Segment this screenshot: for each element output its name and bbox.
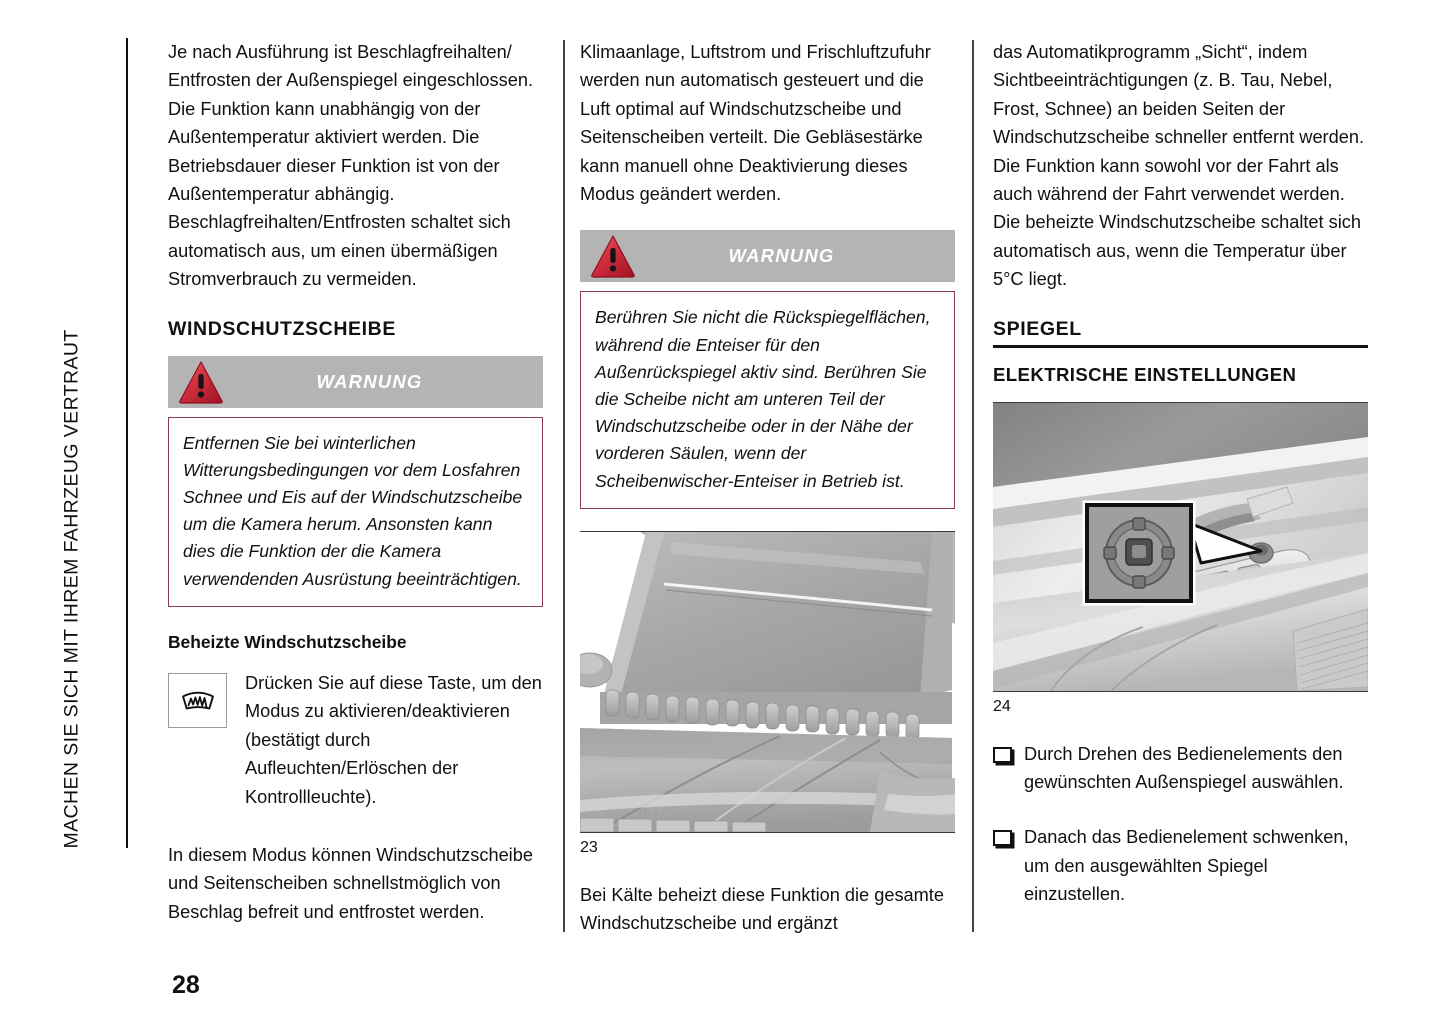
figure-24-caption: 24 xyxy=(993,697,1011,715)
warning-label: WARNUNG xyxy=(728,245,835,267)
column-divider-1 xyxy=(563,40,565,932)
figure-24 xyxy=(993,402,1368,718)
heated-windshield-button-text: Drücken Sie auf diese Taste, um den Modus zu aktivieren/deaktivieren (bestätigt durch Aufleuchten/Erlöschen der Kontrollleuchte). xyxy=(245,672,542,807)
warning-box xyxy=(580,291,955,508)
column-one xyxy=(168,38,543,926)
column-divider-2 xyxy=(972,40,974,932)
figure-24-image xyxy=(993,402,1368,692)
figure-23 xyxy=(580,531,955,859)
mirror-adjust-steps xyxy=(993,740,1368,909)
warning-triangle-icon xyxy=(590,234,636,278)
column-three xyxy=(993,38,1368,909)
warning-text: Berühren Sie nicht die Rückspiegelflächen, während die Enteiser für den Außenrückspiegel aktiv sind. Berühren Sie die Scheibe nicht am unteren Teil der Windschutzscheibe oder in der Nähe der vorderen Säulen, wenn der Scheibenwischer-Enteiser in Betrieb ist. xyxy=(595,307,931,491)
list-item-label: Durch Drehen des Bedienelements den gewünschten Außenspiegel auswählen. xyxy=(1024,743,1344,793)
warning-text: Entfernen Sie bei winterlichen Witterungsbedingungen vor dem Losfahren Schnee und Eis auf der Windschutzscheibe um die Kamera herum. Ansonsten kann dies die Funktion der die Kamera verwendenden Ausrüstung beeinträchtigen. xyxy=(183,432,523,589)
heading-spiegel: SPIEGEL xyxy=(993,316,1368,348)
heated-windshield-icon xyxy=(168,673,227,728)
warning-block-1 xyxy=(168,356,543,607)
running-head xyxy=(60,38,128,848)
col2-intro-paragraph: Klimaanlage, Luftstrom und Frischluftzufuhr werden nun automatisch gesteuert und die Luft optimal auf Windschutzscheibe und Seitenscheiben verteilt. Die Gebläsestärke kann manuell ohne Deaktivierung dieses Modus geändert werden. xyxy=(580,42,931,205)
list-item-label: Danach das Bedienelement schwenken, um den ausgewählten Spiegel einzustellen. xyxy=(1024,827,1349,905)
col1-intro-paragraph: Je nach Ausführung ist Beschlagfreihalten/ Entfrosten der Außenspiegel eingeschlossen. Die Funktion kann unabhängig von der Außentemperatur aktiviert werden. Die Betriebsdauer dieser Funktion ist von der Außentemperatur abhängig. Beschlagfreihalten/Entfrosten schaltet sich automatisch aus, um einen übermäßigen Stromverbrauch zu vermeiden. xyxy=(168,42,533,290)
warning-block-2 xyxy=(580,230,955,508)
svg-text:JEEP: JEEP xyxy=(636,806,672,819)
heading-beheizte-windschutzscheibe: Beheizte Windschutzscheibe xyxy=(168,631,407,652)
list-item xyxy=(993,823,1368,908)
square-bullet-icon xyxy=(993,747,1012,763)
col1-closing-paragraph: In diesem Modus können Windschutzscheibe und Seitenscheiben schnellstmöglich von Beschlag befreit und entfrostet werden. xyxy=(168,844,533,922)
page-number: 28 xyxy=(172,971,200,999)
running-head-label: MACHEN SIE SICH MIT IHREM FAHRZEUG VERTRAUT xyxy=(60,328,83,848)
list-item xyxy=(993,740,1368,797)
warning-box xyxy=(168,417,543,607)
warning-triangle-icon xyxy=(178,360,224,404)
col3-intro-paragraph: das Automatikprogramm „Sicht“, indem Sichtbeeinträchtigungen (z. B. Tau, Nebel, Frost, Schnee) an beiden Seiten der Windschutzscheibe schneller entfernt werden. Die Funktion kann sowohl vor der Fahrt als auch während der Fahrt verwendet werden. Die beheizte Windschutzscheibe schaltet sich automatisch aus, wenn die Temperatur über 5°C liegt. xyxy=(993,42,1365,290)
col2-closing-paragraph: Bei Kälte beheizt diese Funktion die gesamte Windschutzscheibe und ergänzt xyxy=(580,884,944,934)
figure-23-image xyxy=(580,531,955,833)
heated-windshield-button-row xyxy=(168,669,543,811)
figure-23-caption: 23 xyxy=(580,838,598,856)
square-bullet-icon xyxy=(993,830,1012,846)
column-two xyxy=(580,38,955,938)
warning-bar xyxy=(580,230,955,282)
running-head-rule xyxy=(126,38,128,848)
heading-windschutzscheibe: WINDSCHUTZSCHEIBE xyxy=(168,317,396,340)
heading-elektrische-einstellungen: ELEKTRISCHE EINSTELLUNGEN xyxy=(993,363,1297,385)
warning-bar xyxy=(168,356,543,408)
warning-label: WARNUNG xyxy=(316,370,423,392)
